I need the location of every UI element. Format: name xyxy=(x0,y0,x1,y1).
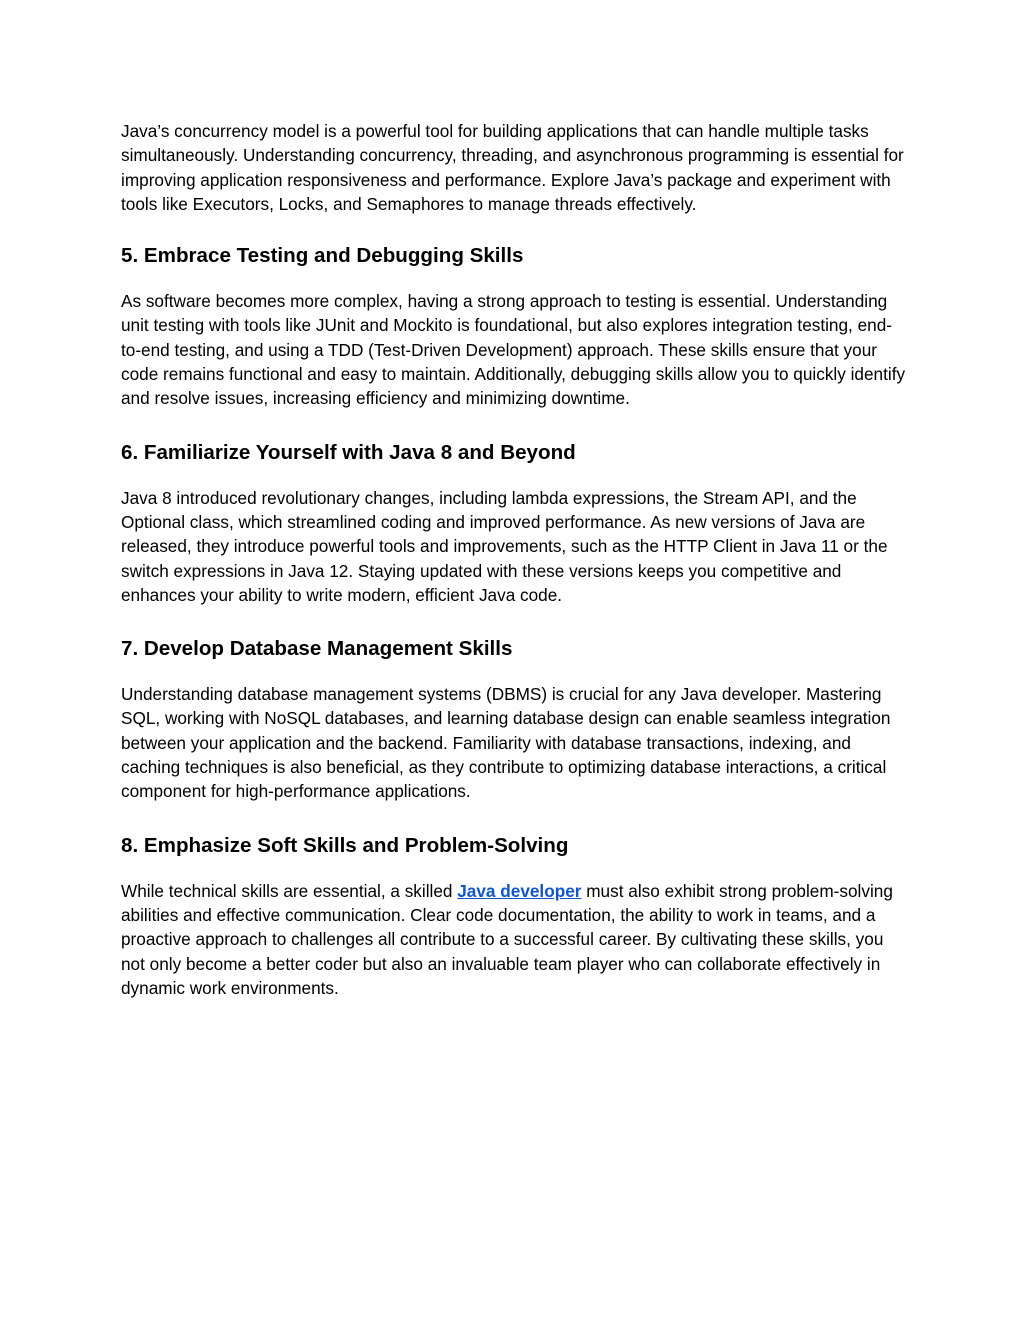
intro-paragraph: Java’s concurrency model is a powerful tool for building applications that can handle multiple tasks simultaneously. Understanding concurrency, threading, and asynchronous programming is essential for improving application responsiveness and performance. Explore Java’s package and experiment with tools like Executors, Locks, and Semaphores to manage threads effectively. xyxy=(121,121,904,214)
java-developer-link[interactable]: Java developer xyxy=(457,880,582,901)
section-8-heading: 8. Emphasize Soft Skills and Problem-Solving xyxy=(121,833,569,857)
section-5-heading: 5. Embrace Testing and Debugging Skills xyxy=(121,244,524,268)
section-8-paragraph xyxy=(121,879,911,1000)
document-page xyxy=(121,119,911,1000)
section-7-paragraph: Understanding database management systems (DBMS) is crucial for any Java developer. Mastering SQL, working with NoSQL databases, and learning database design can enable seamless integration between your application and the backend. Familiarity with database transactions, indexing, and caching techniques is also beneficial, as they contribute to optimizing database interactions, a critical component for high-performance applications. xyxy=(121,684,891,802)
section-8-text-before-link: While technical skills are essential, a skilled xyxy=(121,880,458,901)
section-6-paragraph: Java 8 introduced revolutionary changes, including lambda expressions, the Stream API, and the Optional class, which streamlined coding and improved performance. As new versions of Java are released, they introduce powerful tools and improvements, such as the HTTP Client in Java 11 or the switch expressions in Java 12. Staying updated with these versions keeps you competitive and enhances your ability to write modern, efficient Java code. xyxy=(121,487,888,605)
section-8-text-after-link: must also exhibit strong problem-solving abilities and effective communication. Clear code documentation, the ability to work in teams, and a proactive approach to challenges all contribute to a successful career. By cultivating these skills, you not only become a better coder but also an invaluable team player who can collaborate effectively in dynamic work environments. xyxy=(121,880,893,998)
section-7-heading: 7. Develop Database Management Skills xyxy=(121,637,513,661)
section-6-heading: 6. Familiarize Yourself with Java 8 and Beyond xyxy=(121,440,576,464)
section-5-paragraph: As software becomes more complex, having a strong approach to testing is essential. Understanding unit testing with tools like JUnit and Mockito is foundational, but also explores integration testing, end-to-end testing, and using a TDD (Test-Driven Development) approach. These skills ensure that your code remains functional and easy to maintain. Additionally, debugging skills allow you to quickly identify and resolve issues, increasing efficiency and minimizing downtime. xyxy=(121,291,906,409)
